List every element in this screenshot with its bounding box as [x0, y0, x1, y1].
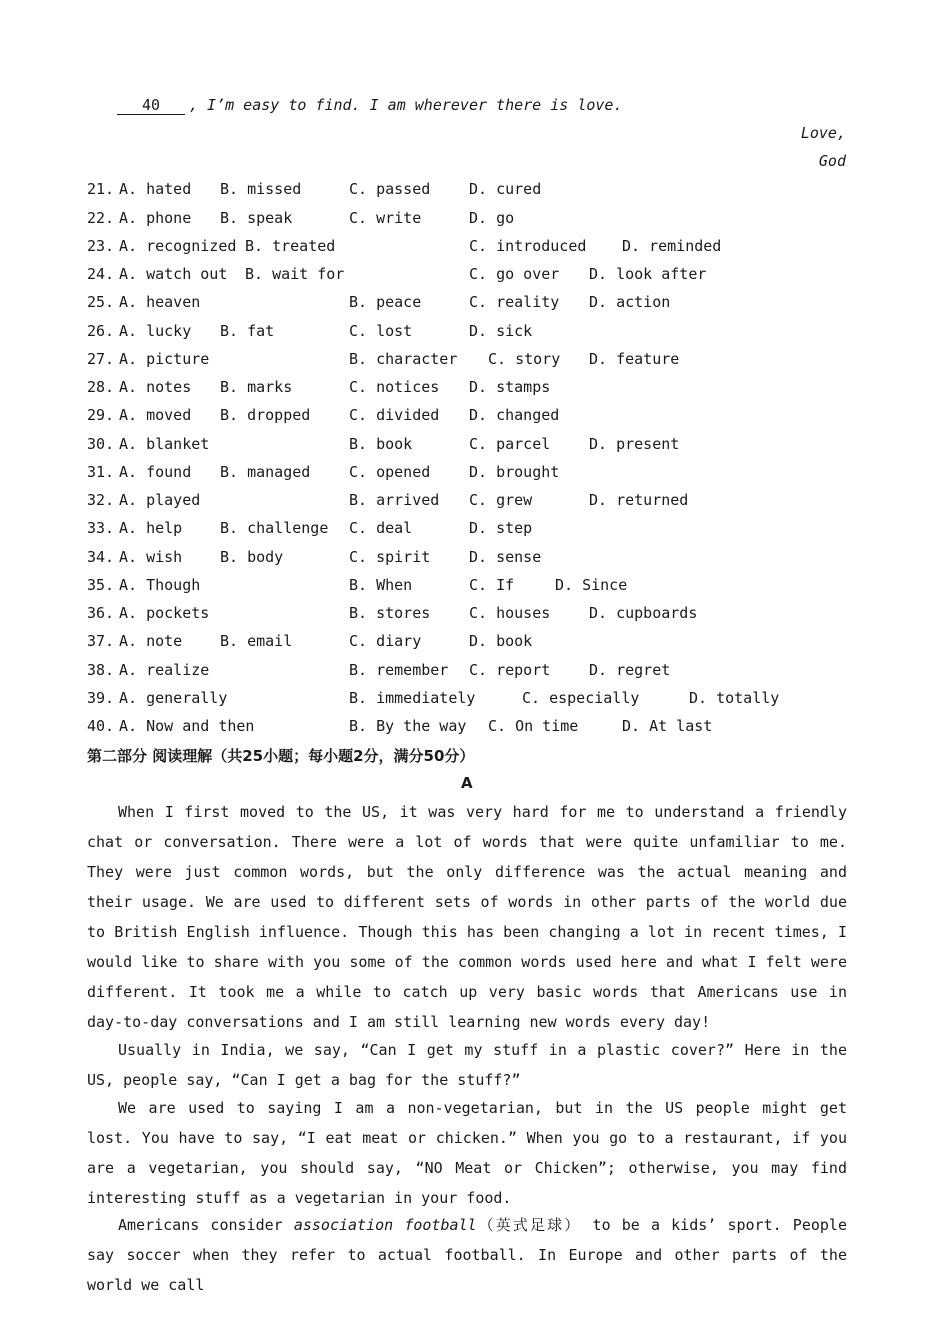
paragraph-4-term: association football: [293, 1216, 477, 1234]
option-c: C. notices: [349, 378, 440, 396]
option-a: A. help: [119, 519, 183, 537]
paragraph-4-rest: （英式足球） to be a kids’ sport. People say soccer when they refer to actual football. In Europe and other parts of the world we call: [87, 1216, 847, 1294]
paragraph-1: When I first moved to the US, it was very hard for me to understand a friendly chat or conversation. There were a lot of words that were quite unfamiliar to me. They were just common words, but the only difference was the actual meaning and their usage. We are used to different sets of words in other parts of the world due to British English influence. Though this has been changing a lot in recent times, I would like to share with you some of the common words used here and what I felt were different. It took me a while to catch up very basic words that Americans use in day-to-day conversations and I am still learning new words every day!: [87, 803, 847, 1031]
option-row-34: [87, 548, 867, 570]
question-number: 39.: [87, 689, 115, 707]
question-number: 26.: [87, 322, 115, 340]
option-b: B. speak: [220, 209, 293, 227]
option-d: D. book: [469, 632, 533, 650]
option-b: B. peace: [349, 293, 422, 311]
option-row-39: [87, 689, 867, 711]
option-row-37: [87, 632, 867, 654]
option-a: A. picture: [119, 350, 210, 368]
option-a: A. wish: [119, 548, 183, 566]
option-a: A. found: [119, 463, 192, 481]
option-row-40: [87, 717, 867, 739]
option-b: B. fat: [220, 322, 275, 340]
question-number: 40.: [87, 717, 115, 735]
option-c: C. story: [488, 350, 561, 368]
option-c: C. lost: [349, 322, 413, 340]
question-number: 34.: [87, 548, 115, 566]
option-d: D. changed: [469, 406, 560, 424]
option-b: B. stores: [349, 604, 431, 622]
option-d: D. returned: [589, 491, 689, 509]
option-a: A. notes: [119, 378, 192, 396]
question-number: 25.: [87, 293, 115, 311]
option-b: B. When: [349, 576, 413, 594]
option-b: B. dropped: [220, 406, 311, 424]
option-d: D. go: [469, 209, 515, 227]
question-number: 23.: [87, 237, 115, 255]
question-number: 37.: [87, 632, 115, 650]
option-a: A. pockets: [119, 604, 210, 622]
option-a: A. recognized: [119, 237, 237, 255]
option-b: B. email: [220, 632, 293, 650]
option-a: A. hated: [119, 180, 192, 198]
option-c: C. write: [349, 209, 422, 227]
option-d: D. At last: [622, 717, 713, 735]
option-c: C. deal: [349, 519, 413, 537]
question-number: 24.: [87, 265, 115, 283]
answer-blank: 40: [117, 96, 185, 115]
option-a: A. moved: [119, 406, 192, 424]
question-number: 35.: [87, 576, 115, 594]
option-c: C. go over: [469, 265, 560, 283]
option-b: B. missed: [220, 180, 302, 198]
option-b: B. By the way: [349, 717, 467, 735]
paragraph-2: Usually in India, we say, “Can I get my stuff in a plastic cover?” Here in the US, people say, “Can I get a bag for the stuff?”: [87, 1041, 847, 1089]
cloze-line-40: [117, 96, 622, 115]
option-c: C. reality: [469, 293, 560, 311]
option-c: C. grew: [469, 491, 533, 509]
option-d: D. look after: [589, 265, 707, 283]
option-d: D. feature: [589, 350, 680, 368]
option-d: D. regret: [589, 661, 671, 679]
option-row-38: [87, 661, 867, 683]
option-row-23: [87, 237, 867, 259]
option-row-21: [87, 180, 867, 202]
paragraph-4-intro: Americans consider: [118, 1216, 294, 1234]
option-b: B. remember: [349, 661, 449, 679]
question-number: 30.: [87, 435, 115, 453]
question-number: 36.: [87, 604, 115, 622]
option-a: A. lucky: [119, 322, 192, 340]
option-b: B. wait for: [245, 265, 345, 283]
option-d: D. step: [469, 519, 533, 537]
option-d: D. cupboards: [589, 604, 698, 622]
option-row-26: [87, 322, 867, 344]
option-a: A. watch out: [119, 265, 228, 283]
question-number: 28.: [87, 378, 115, 396]
cloze-line-text: , I’m easy to find. I am wherever there is love.: [189, 96, 623, 114]
option-row-35: [87, 576, 867, 598]
option-row-25: [87, 293, 867, 315]
option-c: C. opened: [349, 463, 431, 481]
option-b: B. character: [349, 350, 458, 368]
option-d: D. totally: [689, 689, 780, 707]
option-c: C. introduced: [469, 237, 587, 255]
option-row-36: [87, 604, 867, 626]
option-b: B. arrived: [349, 491, 440, 509]
option-row-31: [87, 463, 867, 485]
question-number: 21.: [87, 180, 115, 198]
option-a: A. realize: [119, 661, 210, 679]
option-d: D. Since: [555, 576, 628, 594]
option-d: D. reminded: [622, 237, 722, 255]
option-c: C. passed: [349, 180, 431, 198]
option-a: A. blanket: [119, 435, 210, 453]
option-d: D. sense: [469, 548, 542, 566]
option-b: B. challenge: [220, 519, 329, 537]
option-c: C. spirit: [349, 548, 431, 566]
option-row-27: [87, 350, 867, 372]
option-d: D. brought: [469, 463, 560, 481]
option-a: A. note: [119, 632, 183, 650]
option-row-22: [87, 209, 867, 231]
paragraph-3: We are used to saying I am a non-vegetarian, but in the US people might get lost. You have to say, “I eat meat or chicken.” When you go to a restaurant, if you are a vegetarian, you should say, “NO Meat or Chicken”; otherwise, you may find interesting stuff as a vegetarian in your food.: [87, 1099, 847, 1207]
option-b: B. body: [220, 548, 284, 566]
option-c: C. diary: [349, 632, 422, 650]
option-row-28: [87, 378, 867, 400]
signature-name: God: [818, 152, 846, 170]
question-number: 31.: [87, 463, 115, 481]
option-b: B. immediately: [349, 689, 476, 707]
option-c: C. report: [469, 661, 551, 679]
option-b: B. treated: [245, 237, 336, 255]
option-c: C. divided: [349, 406, 440, 424]
option-b: B. book: [349, 435, 413, 453]
question-number: 33.: [87, 519, 115, 537]
option-c: C. especially: [522, 689, 640, 707]
option-c: C. parcel: [469, 435, 551, 453]
option-d: D. stamps: [469, 378, 551, 396]
option-a: A. Now and then: [119, 717, 255, 735]
option-a: A. phone: [119, 209, 192, 227]
option-b: B. managed: [220, 463, 311, 481]
passage-label: A: [461, 774, 473, 792]
section-title: 第二部分 阅读理解（共25小题；每小题2分，满分50分）: [87, 747, 475, 765]
question-number: 22.: [87, 209, 115, 227]
option-a: A. heaven: [119, 293, 201, 311]
option-a: A. Though: [119, 576, 201, 594]
option-c: C. houses: [469, 604, 551, 622]
option-row-32: [87, 491, 867, 513]
option-row-24: [87, 265, 867, 287]
paragraph-4: [87, 1210, 847, 1300]
option-row-33: [87, 519, 867, 541]
signature-closing: Love,: [800, 124, 846, 142]
question-number: 38.: [87, 661, 115, 679]
option-a: A. generally: [119, 689, 228, 707]
option-d: D. sick: [469, 322, 533, 340]
option-row-29: [87, 406, 867, 428]
option-c: C. On time: [488, 717, 579, 735]
option-c: C. If: [469, 576, 515, 594]
option-d: D. action: [589, 293, 671, 311]
option-d: D. cured: [469, 180, 542, 198]
option-a: A. played: [119, 491, 201, 509]
option-row-30: [87, 435, 867, 457]
question-number: 29.: [87, 406, 115, 424]
option-b: B. marks: [220, 378, 293, 396]
question-number: 27.: [87, 350, 115, 368]
option-d: D. present: [589, 435, 680, 453]
question-number: 32.: [87, 491, 115, 509]
